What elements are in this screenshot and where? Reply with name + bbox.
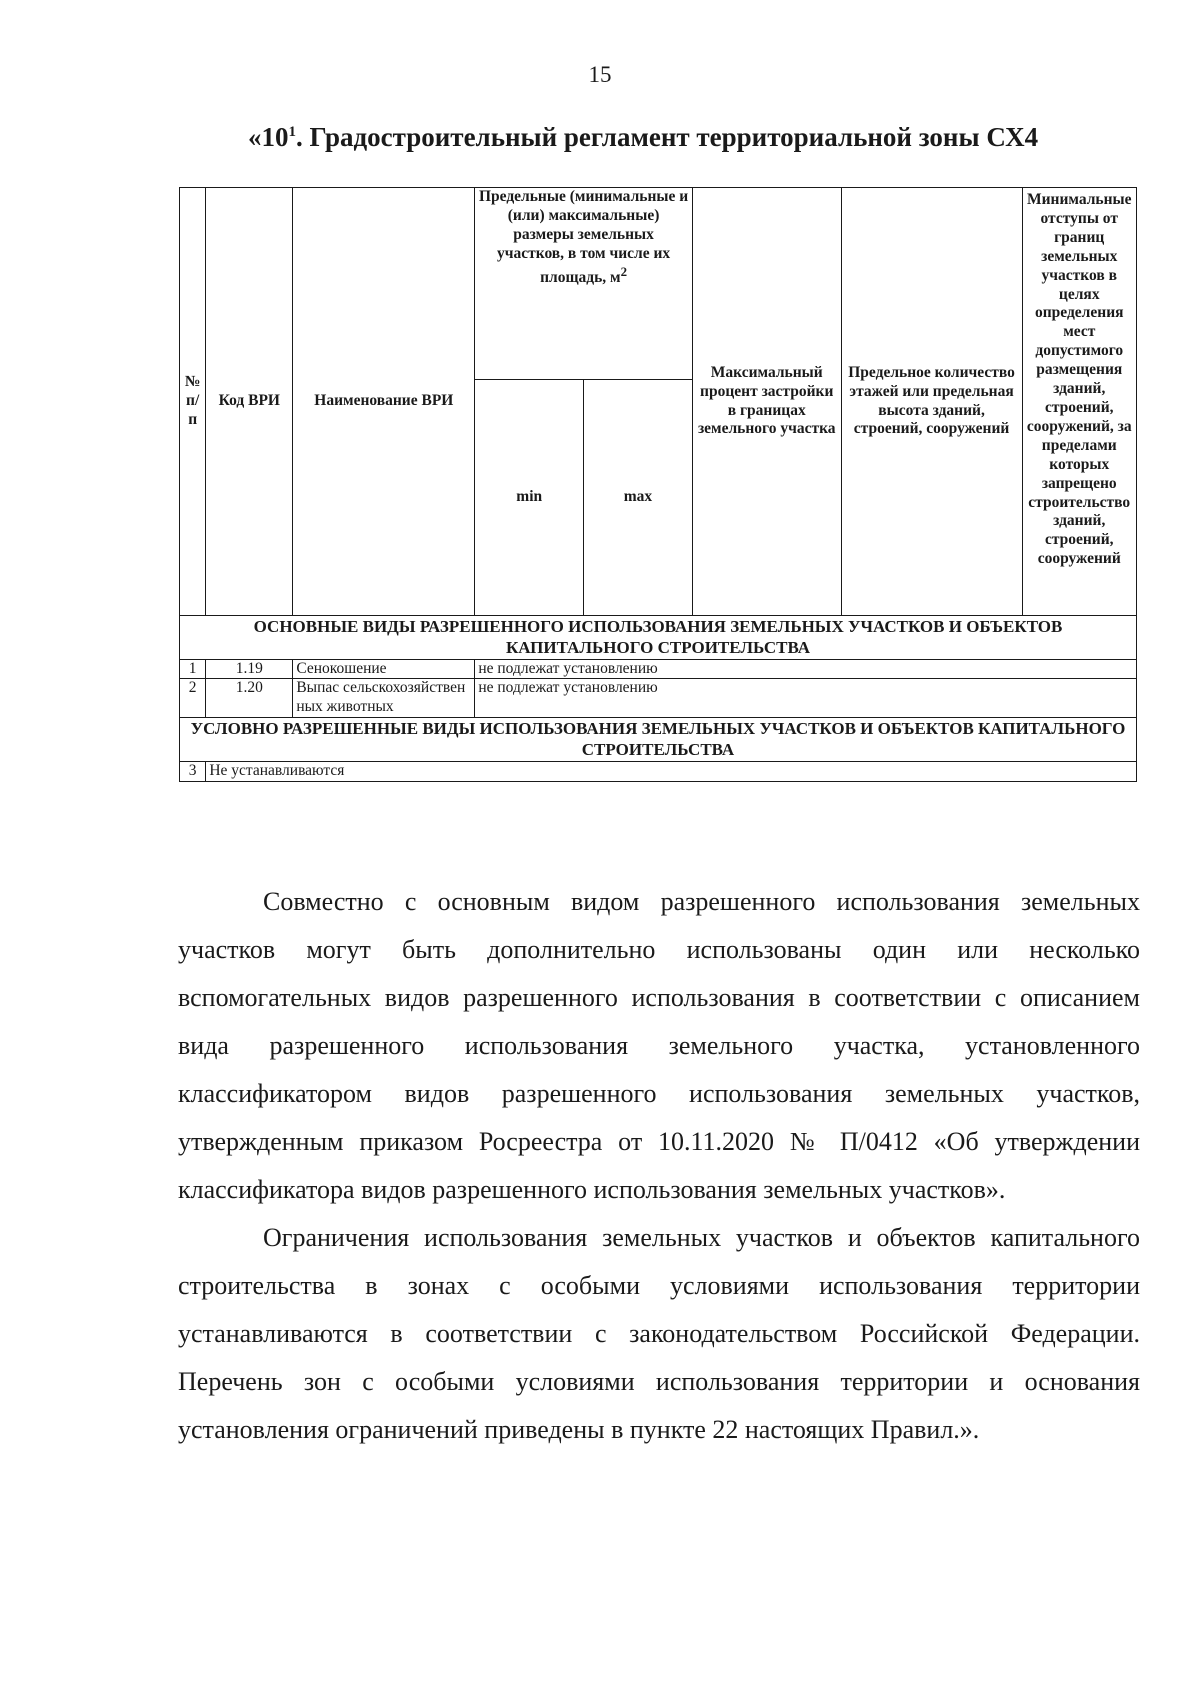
header-min: min <box>475 380 584 616</box>
paragraph: Совместно с основным видом разрешенного использования земельных участков могут быть дополнительно использованы один или несколько вспомогательных видов разрешенного использования в соответствии с описанием вида разрешенного использования земельного участка, установленного классификатором видов разрешенного использования земельных участков, утвержденным приказом Росреестра от 10.11.2020 № П/0412 «Об утверждении классификатора видов разрешенного использования земельных участков». <box>178 887 1140 1204</box>
section-title-superscript: 1 <box>288 124 296 140</box>
row-code: 1.20 <box>206 679 293 718</box>
regulation-table <box>179 187 1137 782</box>
group-row-main <box>180 616 1137 660</box>
section-title-text: . Градостроительный регламент территориальной зоны СХ4 <box>296 122 1039 152</box>
paragraph: Ограничения использования земельных участков и объектов капитального строительства в зонах с особыми условиями использования территории устанавливаются в соответствии с законодательством Российской Федерации. Перечень зон с особыми условиями использования территории и основания установления ограничений приведены в пункте 22 настоящих Правил.». <box>178 1223 1140 1444</box>
header-sizes-text: Предельные (минимальные и (или) максимальные) размеры земельных участков, в том числе их площадь, м <box>478 188 689 286</box>
section-title <box>248 122 1038 153</box>
group-row-conditional <box>180 718 1137 762</box>
body-text <box>178 878 1140 1454</box>
row-text: Не устанавливаются <box>206 761 1137 781</box>
header-max-percent: Максимальный процент застройки в границах земельного участка <box>692 188 841 616</box>
row-code: 1.19 <box>206 659 293 679</box>
header-setbacks: Минимальные отступы от границ земельных участков в целях определения мест допустимого размещения зданий, строений, сооружений, за пределами которых запрещено строительство зданий, строений, сооружений <box>1022 188 1137 616</box>
row-name: Сенокошение <box>293 659 475 679</box>
group-main-label: ОСНОВНЫЕ ВИДЫ РАЗРЕШЕННОГО ИСПОЛЬЗОВАНИЯ ЗЕМЕЛЬНЫХ УЧАСТКОВ И ОБЪЕКТОВ КАПИТАЛЬНОГО СТРОИТЕЛЬСТВА <box>180 616 1137 660</box>
table-header-row <box>180 188 1137 380</box>
row-num: 1 <box>180 659 206 679</box>
header-floors: Предельное количество этажей или предельная высота зданий, строений, сооружений <box>841 188 1022 616</box>
table-row <box>180 761 1137 781</box>
section-title-prefix: «10 <box>248 122 289 152</box>
header-num: № п/ п <box>180 188 206 616</box>
row-num: 2 <box>180 679 206 718</box>
header-sizes-unit: 2 <box>620 263 628 279</box>
table-row <box>180 679 1137 718</box>
header-max: max <box>584 380 693 616</box>
group-conditional-label: УСЛОВНО РАЗРЕШЕННЫЕ ВИДЫ ИСПОЛЬЗОВАНИЯ ЗЕМЕЛЬНЫХ УЧАСТКОВ И ОБЪЕКТОВ КАПИТАЛЬНОГО СТРОИТЕЛЬСТВА <box>180 718 1137 762</box>
row-value: не подлежат установлению <box>475 659 1137 679</box>
row-num: 3 <box>180 761 206 781</box>
table-row <box>180 659 1137 679</box>
header-code: Код ВРИ <box>206 188 293 616</box>
row-name: Выпас сельскохозяйственных животных <box>293 679 475 718</box>
header-sizes <box>475 188 693 380</box>
page-number: 15 <box>588 62 612 87</box>
header-name: Наименование ВРИ <box>293 188 475 616</box>
row-value: не подлежат установлению <box>475 679 1137 718</box>
